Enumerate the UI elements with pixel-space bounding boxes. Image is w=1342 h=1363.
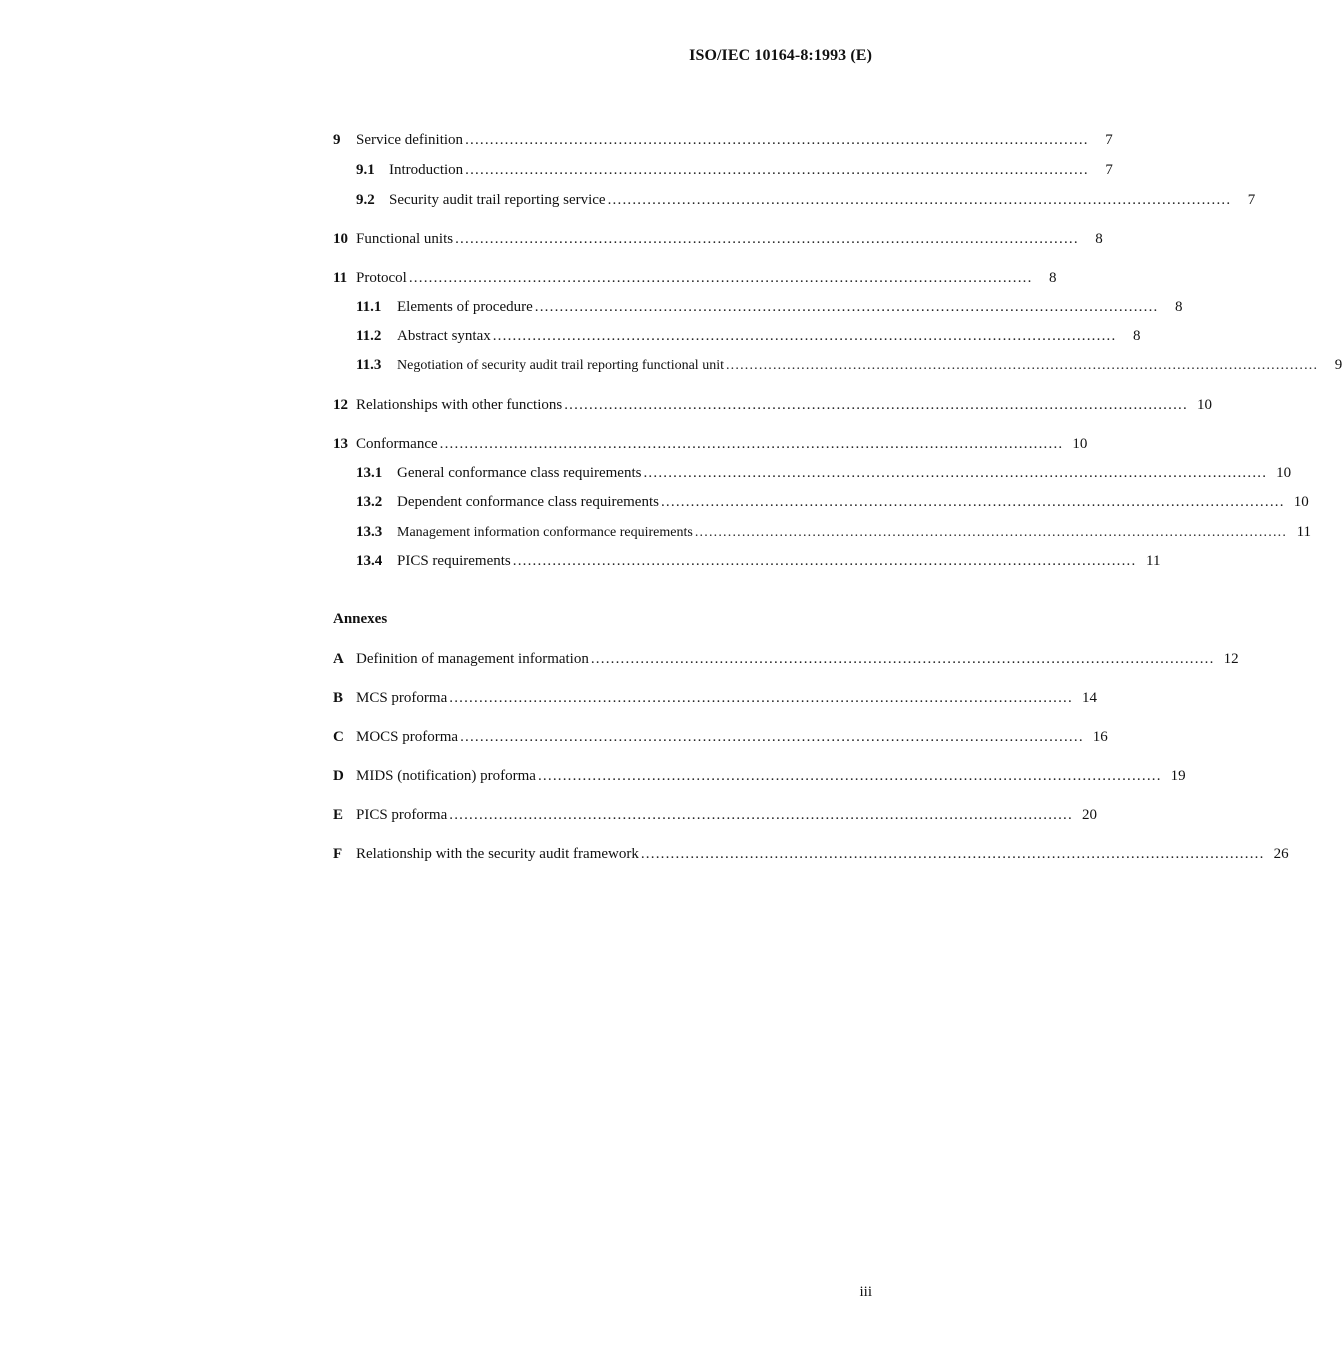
annex-title: MIDS (notification) proforma [356, 768, 536, 784]
annex-letter: C [333, 729, 344, 745]
toc-entry-9-2[interactable]: 9.2 Security audit trail reporting service .............................................................................................................................. 7 [333, 189, 872, 211]
toc-entry-11-2[interactable]: 11.2 Abstract syntax .............................................................................................................................. 8 [333, 325, 872, 347]
annex-page: 16 [1092, 729, 1108, 745]
annex-title: Relationship with the security audit framework [356, 846, 639, 862]
annex-letter: A [333, 651, 344, 667]
toc-entry-page: 9 [1334, 357, 1342, 373]
annex-title: MCS proforma [356, 690, 448, 706]
toc-entry-number: 13.3 [356, 524, 383, 540]
toc-entry-page: 8 [1049, 270, 1057, 286]
toc-entry-9[interactable]: 9 Service definition .............................................................................................................................. 7 [333, 129, 872, 151]
toc-entry-number: 11.1 [356, 299, 382, 315]
page-number: iii [859, 1284, 872, 1300]
toc-entry-page: 7 [1105, 162, 1113, 178]
document-header: ISO/IEC 10164-8:1993 (E) [689, 47, 872, 64]
toc-entry-page: 11 [1146, 553, 1161, 569]
toc-entry-title: Relationships with other functions [356, 397, 563, 413]
toc-entry-11[interactable]: 11 Protocol .............................................................................................................................. 8 [333, 267, 872, 289]
annex-page: 20 [1081, 807, 1097, 823]
annex-title: MOCS proforma [356, 729, 459, 745]
toc-entry-number: 13 [333, 436, 348, 452]
toc-entry-title: Elements of procedure [397, 299, 533, 315]
annex-page: 12 [1223, 651, 1239, 667]
annexes-heading: Annexes [333, 611, 388, 627]
toc-entry-title: General conformance class requirements [397, 465, 642, 481]
toc-entry-number: 9.2 [356, 192, 375, 208]
annex-title: PICS proforma [356, 807, 448, 823]
annex-letter: B [333, 690, 344, 706]
toc-entry-page: 10 [1293, 494, 1309, 510]
toc-entry-number: 11.3 [356, 357, 382, 373]
annex-entry-d[interactable]: D MIDS (notification) proforma .............................................................................................................................. 19 [333, 765, 872, 787]
annex-entry-f[interactable]: F Relationship with the security audit framework .............................................................................................................................. 26 [333, 843, 872, 865]
toc-entry-number: 10 [333, 231, 348, 247]
toc-entry-13-4[interactable]: 13.4 PICS requirements .............................................................................................................................. 11 [333, 550, 872, 572]
annex-page: 19 [1170, 768, 1186, 784]
toc-entry-page: 11 [1296, 524, 1312, 540]
toc-entry-number: 9 [333, 132, 341, 148]
toc-entry-page: 8 [1174, 299, 1183, 315]
toc-entry-10[interactable]: 10 Functional units .............................................................................................................................. 8 [333, 228, 872, 250]
toc-entry-title: Security audit trail reporting service [389, 192, 606, 208]
toc-entry-title: Abstract syntax [397, 328, 491, 344]
toc-entry-number: 11 [333, 270, 348, 286]
annex-entry-e[interactable]: E PICS proforma .............................................................................................................................. 20 [333, 804, 872, 826]
toc-entry-13[interactable]: 13 Conformance .............................................................................................................................. 10 [333, 433, 872, 455]
toc-entry-title: Management information conformance requirements [397, 525, 693, 540]
toc-entry-number: 13.2 [356, 494, 383, 510]
toc-entry-13-1[interactable]: 13.1 General conformance class requirements .............................................................................................................................. 10 [333, 462, 872, 484]
toc-entry-page: 8 [1132, 328, 1141, 344]
toc-entry-title: Negotiation of security audit trail reporting functional unit [397, 358, 724, 373]
toc-entry-13-2[interactable]: 13.2 Dependent conformance class requirements .............................................................................................................................. 10 [333, 491, 872, 513]
toc-entry-number: 13.4 [356, 553, 383, 569]
toc-entry-title: Functional units [356, 231, 454, 247]
toc-entry-title: PICS requirements [397, 553, 511, 569]
annex-letter: D [333, 768, 344, 784]
annex-title: Definition of management information [356, 651, 589, 667]
toc-entry-page: 8 [1095, 231, 1103, 247]
toc-entry-number: 13.1 [356, 465, 383, 481]
toc-entry-page: 10 [1196, 397, 1212, 413]
table-of-contents [333, 129, 1342, 865]
toc-entry-title: Protocol [356, 270, 407, 286]
toc-entry-12[interactable]: 12 Relationships with other functions .............................................................................................................................. 10 [333, 394, 872, 416]
annex-letter: E [333, 807, 344, 823]
toc-entry-title: Conformance [356, 436, 438, 452]
toc-entry-page: 10 [1072, 436, 1088, 452]
toc-entry-9-1[interactable]: 9.1 Introduction .............................................................................................................................. 7 [333, 159, 872, 181]
toc-entry-title: Introduction [389, 162, 464, 178]
toc-entry-number: 9.1 [356, 162, 375, 178]
toc-entry-number: 11.2 [356, 328, 382, 344]
annex-letter: F [333, 846, 343, 862]
toc-entry-title: Dependent conformance class requirements [397, 494, 659, 510]
annex-page: 14 [1081, 690, 1097, 706]
toc-entry-11-3[interactable]: 11.3 Negotiation of security audit trail reporting functional unit .............................................................................................................................. 9 [333, 354, 872, 376]
toc-entry-page: 10 [1276, 465, 1292, 481]
toc-entry-11-1[interactable]: 11.1 Elements of procedure .............................................................................................................................. 8 [333, 296, 872, 318]
annex-entry-b[interactable]: B MCS proforma .............................................................................................................................. 14 [333, 687, 872, 709]
annex-entry-c[interactable]: C MOCS proforma .............................................................................................................................. 16 [333, 726, 872, 748]
toc-entry-number: 12 [333, 397, 348, 413]
annex-entry-a[interactable]: A Definition of management information .............................................................................................................................. 12 [333, 648, 872, 670]
toc-entry-page: 7 [1105, 132, 1113, 148]
annex-page: 26 [1273, 846, 1289, 862]
toc-entry-13-3[interactable]: 13.3 Management information conformance requirements .............................................................................................................................. 11 [333, 521, 872, 543]
toc-entry-title: Service definition [356, 132, 464, 148]
toc-entry-page: 7 [1247, 192, 1256, 208]
